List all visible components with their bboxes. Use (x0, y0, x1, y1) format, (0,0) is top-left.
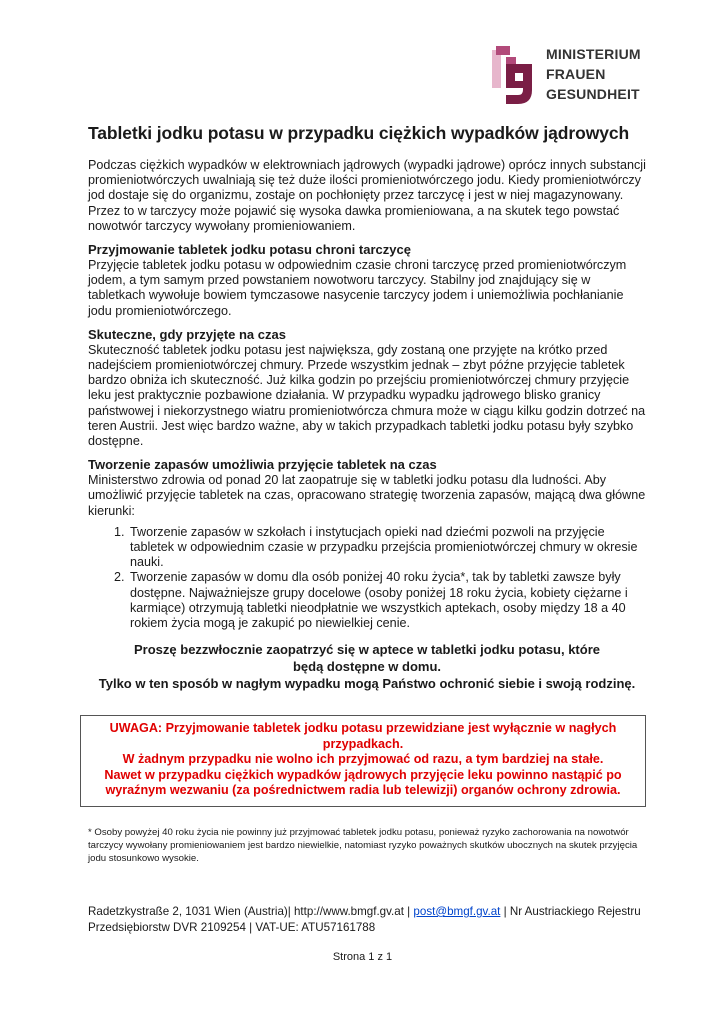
logo-line-1: MINISTERIUM (546, 46, 641, 62)
footer-address (88, 904, 658, 935)
logo-line-2: FRAUEN (546, 66, 606, 82)
list-item: 2. Tworzenie zapasów w domu dla osób poniżej 40 roku życia*, tak by tabletki zawsze były dostępne. Najważniejsze grupy docelowe (osoby poniżej 18 roku życia, kobiety ciężarne i karmiące) otrzymują tabletki nieodpłatnie we wszystkich aptekach, osoby między 18 a 40 rokiem życia mogą je zakupić po niewielkiej cenie. (128, 570, 646, 631)
section-text-stockpiling: Ministerstwo zdrowia od ponad 20 lat zaopatruje się w tabletki jodku potasu dla ludności. Aby umożliwić przyjęcie tabletek na czas, opracowano strategię tworzenia zapasów, mającą dwa główne kierunki: (88, 473, 646, 518)
warning-line-1: UWAGA: Przyjmowanie tabletek jodku potasu przewidziane jest wyłącznie w nagłych przypadkach. (109, 721, 617, 751)
document-body (88, 122, 646, 692)
section-heading-protection: Przyjmowanie tabletek jodku potasu chroni tarczycę (88, 242, 411, 258)
section-text-protection: Przyjęcie tabletek jodku potasu w odpowiednim czasie chroni tarczycę przed promieniotwórczym jodem, a tym samym przed powstaniem nowotworu tarczycy. Stabilny jod znajdujący się w tabletkach wywołuje bowiem tymczasowe nasycenie tarczycy jodem i uniemożliwia pochłanianie jodu promieniotwórczego. (88, 258, 627, 318)
section-heading-timing: Skuteczne, gdy przyjęte na czas (88, 326, 286, 342)
intro-paragraph: Podczas ciężkich wypadków w elektrowniach jądrowych (wypadki jądrowe) oprócz innych substancji promieniotwórczych uwalniają się też duże ilości promieniotwórczego jodu. Kiedy promieniotwórczy jod dostaje się do organizmu, zostaje on pochłonięty przez tarczycę i jest w niej magazynowany. Przez to w tarczycy może pojawić się wysoka dawka promieniowana, a na skutek tego powstać nowotwór tarczycy wywołany promieniowaniem. (88, 158, 646, 233)
warning-line-2: W żadnym przypadku nie wolno ich przyjmować od razu, a tym bardziej na stałe. (122, 752, 604, 767)
warning-box (80, 715, 646, 807)
callout-line-1: Proszę bezzwłocznie zaopatrzyć się w aptece w tabletki jodku potasu, które (134, 642, 600, 658)
registry-text: | Nr Austriackiego Rejestru Przedsiębiorstw DVR 2109254 | VAT-UE: ATU57161788 (88, 905, 641, 934)
callout-line-2: będą dostępne w domu. (292, 659, 442, 675)
section-heading-stockpiling: Tworzenie zapasów umożliwia przyjęcie tabletek na czas (88, 457, 437, 473)
ministry-logo (492, 44, 662, 104)
document-title: Tabletki jodku potasu w przypadku ciężkich wypadków jądrowych (88, 123, 630, 143)
section-text-timing: Skuteczność tabletek jodku potasu jest największa, gdy zostaną one przyjęte na krótko przed nadejściem promieniotwórczej chmury. Przede wszystkim jednak – zbyt późne przyjęcie tabletek bardzo obniża ich skuteczność. Już kilka godzin po przejściu promieniotwórczej chmury przyjęcie leku jest praktycznie pozbawione działania. W przypadku wypadku jądrowego blisko granicy państwowej i niekorzystnego wiatru promieniotwórcza chmura może w ciągu kilku godzin dotrzeć na teren Austrii. Jest więc bardzo ważne, aby w takich przypadkach tabletki jodku potasu były szybko dostępne. (88, 342, 646, 449)
callout-line-3: Tylko w ten sposób w nagłym wypadku mogą Państwo ochronić siebie i swoją rodzinę. (98, 676, 636, 692)
logo-line-3: GESUNDHEIT (546, 86, 640, 102)
address-text: Radetzkystraße 2, 1031 Wien (Austria)| http://www.bmgf.gv.at | (88, 905, 411, 918)
ministry-logo-text (546, 44, 641, 104)
list-item: 1. Tworzenie zapasów w szkołach i instytucjach opieki nad dziećmi pozwoli na przyjęcie tabletek w odpowiednim czasie w przypadku przejścia promieniotwórczej chmury w okresie nauki. (128, 525, 646, 571)
page-number: Strona 1 z 1 (332, 951, 393, 963)
ministry-logo-icon (492, 44, 536, 104)
footnote: * Osoby powyżej 40 roku życia nie powinny już przyjmować tabletek jodku potasu, ponieważ ryzyko zachorowania na nowotwór tarczycy wywołany promieniowaniem jest bardzo niewielkie, natomiast ryzyko poważnych skutków ubocznych na skutek przyjęcia jodu stosunkowo wysokie. (88, 827, 638, 864)
pharmacy-callout (88, 641, 646, 692)
warning-line-3: Nawet w przypadku ciężkich wypadków jądrowych przyjęcie leku powinno nastąpić po wyraźnym wezwaniu (za pośrednictwem radia lub telewizji) organów ochrony zdrowia. (104, 767, 622, 798)
stockpiling-list (88, 525, 646, 631)
email-link[interactable]: post@bmgf.gv.at (413, 905, 501, 918)
